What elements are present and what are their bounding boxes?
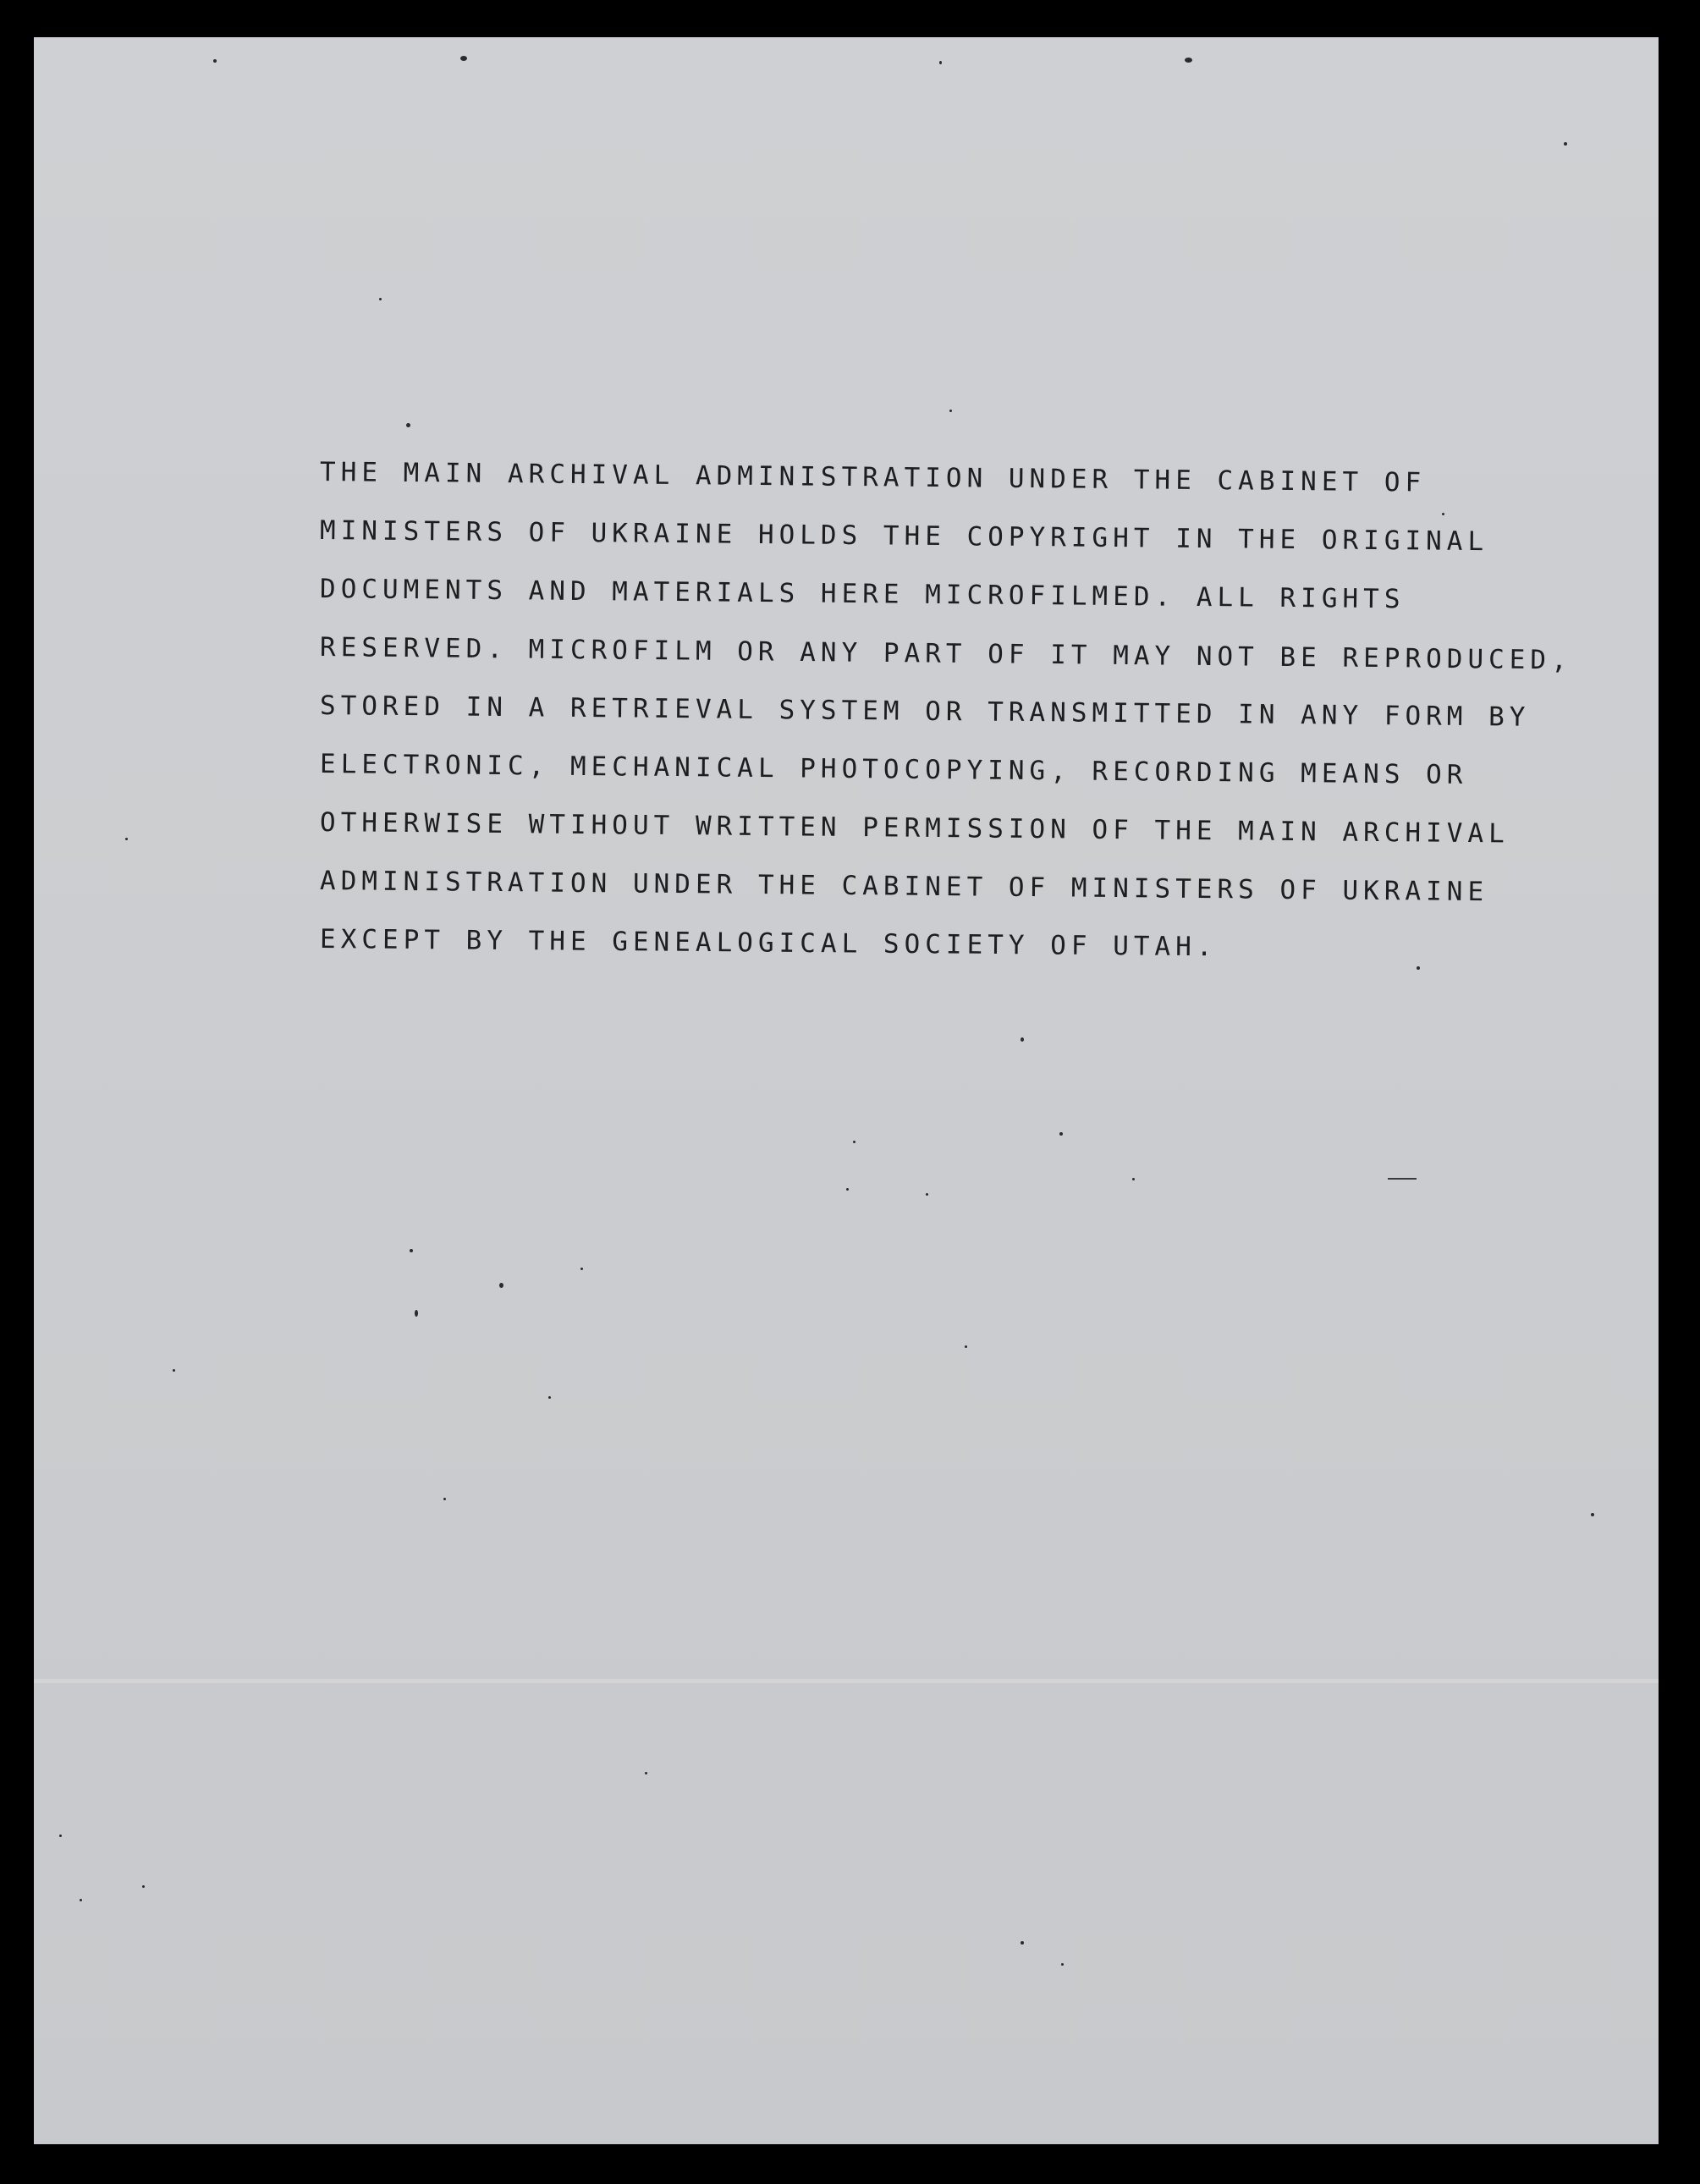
dust-speck [379, 298, 382, 300]
dust-speck [406, 423, 410, 427]
notice-line: EXCEPT BY THE GENEALOGICAL SOCIETY OF UTAH. [319, 924, 1218, 963]
notice-line: STORED IN A RETRIEVAL SYSTEM OR TRANSMITTED IN ANY FORM BY [319, 690, 1531, 733]
dust-speck [443, 1498, 446, 1500]
dust-speck [1132, 1178, 1135, 1180]
dust-speck [965, 1345, 967, 1348]
notice-line: DOCUMENTS AND MATERIALS HERE MICROFILMED. ALL RIGHTS [319, 574, 1406, 615]
dust-speck [410, 1249, 413, 1252]
copyright-notice [319, 443, 1572, 969]
dust-speck [846, 1188, 849, 1191]
dust-speck [1591, 1513, 1594, 1516]
dust-speck [926, 1193, 928, 1196]
dust-speck [213, 59, 217, 63]
dust-speck [173, 1369, 175, 1372]
document-page [34, 37, 1659, 2144]
notice-line: RESERVED. MICROFILM OR ANY PART OF IT MAY NOT BE REPRODUCED, [319, 632, 1572, 676]
dust-speck [580, 1268, 583, 1270]
notice-line: THE MAIN ARCHIVAL ADMINISTRATION UNDER THE CABINET OF [319, 457, 1427, 498]
notice-line: ADMINISTRATION UNDER THE CABINET OF MINISTERS OF UKRAINE [319, 866, 1489, 908]
dust-speck [125, 838, 128, 840]
dust-speck [415, 1310, 418, 1317]
dust-speck [460, 56, 467, 61]
dust-speck [1185, 58, 1192, 63]
dust-speck [939, 61, 942, 64]
dust-speck [142, 1885, 145, 1888]
film-scratch [1388, 1178, 1417, 1180]
dust-speck [1021, 1037, 1024, 1042]
dust-speck [1061, 1963, 1064, 1966]
dust-speck [1021, 1941, 1024, 1945]
dust-speck [645, 1772, 647, 1774]
notice-line: MINISTERS OF UKRAINE HOLDS THE COPYRIGHT IN THE ORIGINAL [319, 515, 1489, 558]
notice-line: OTHERWISE WTIHOUT WRITTEN PERMISSION OF THE MAIN ARCHIVAL [319, 807, 1510, 850]
dust-speck [80, 1899, 82, 1901]
dust-speck [1059, 1132, 1063, 1136]
scan-band [34, 1679, 1659, 1683]
dust-speck [499, 1283, 503, 1288]
dust-speck [1564, 142, 1567, 146]
notice-line: ELECTRONIC, MECHANICAL PHOTOCOPYING, RECORDING MEANS OR [319, 749, 1468, 791]
dust-speck [949, 410, 952, 412]
dust-speck [1442, 513, 1444, 515]
dust-speck [548, 1396, 551, 1399]
dust-speck [1417, 966, 1420, 970]
dust-speck [853, 1141, 856, 1143]
dust-speck [59, 1835, 62, 1837]
